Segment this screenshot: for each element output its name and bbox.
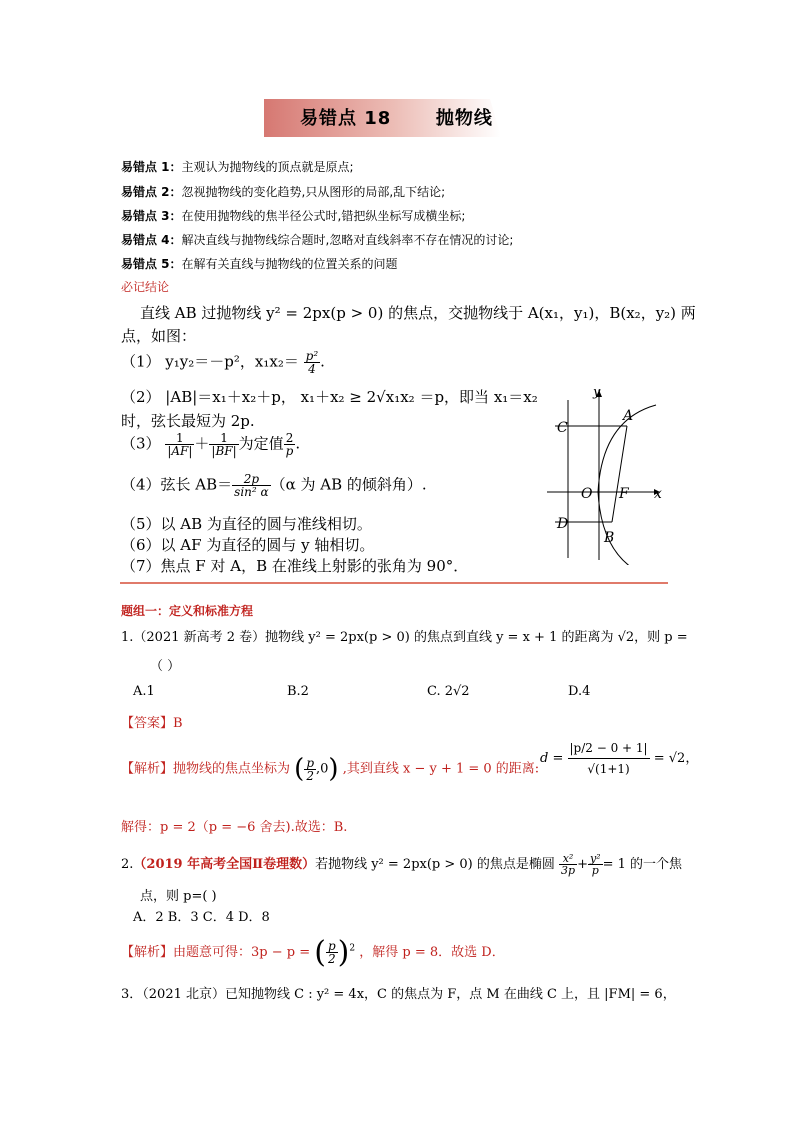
- error-point-3: 易错点 3：在使用抛物线的焦半径公式时,错把纵坐标写成横坐标;: [121, 209, 466, 223]
- q1-option-d: D.4: [568, 684, 591, 699]
- conclusion-item-3: （3） $\frac{1}{|AF|}$ ＋ $\frac{1}{|BF|}$ 为定值 $\frac{2}{p}$ .: [121, 431, 301, 458]
- conclusion-item-2-cont: 时，弦长最短为 2p.: [121, 412, 255, 430]
- chord-ab: [612, 426, 627, 522]
- label-o: O: [581, 486, 593, 502]
- page-title-topic: 抛物线: [435, 108, 493, 129]
- q1-option-b: B.2: [287, 684, 309, 699]
- q2-options: A．2 B．3 C．4 D．8: [133, 910, 270, 925]
- q1-option-c: C. 2√2: [427, 684, 470, 699]
- q1-answer: 【答案】B: [121, 716, 183, 731]
- q2-stem: 2.（2019 年高考全国Ⅱ卷理数）若抛物线 y² = 2px(p > 0) 的焦点是椭圆 $\frac{\text{x²}}{3p}$ + $\frac{\text{y²}}{p}$ = 1 的一个焦: [121, 852, 683, 877]
- q2-analysis: 【解析】由题意可得：3p − p = ( $\frac{p}{2}$ )$^2$ ，解得 p = 8．故选 D．: [121, 935, 505, 970]
- group1-heading: 题组一：定义和标准方程: [121, 604, 254, 618]
- label-f: F: [619, 486, 629, 502]
- label-x: x: [654, 486, 662, 502]
- conclusion-item-6: （6）以 AF 为直径的圆与 y 轴相切。: [121, 536, 375, 554]
- q3-stem: 3．（2021 北京）已知抛物线 C : y² = 4x，C 的焦点为 F，点 M 在曲线 C 上，且 |FM| = 6，: [121, 987, 676, 1002]
- conclusion-item-1: （1） y₁y₂＝－p²，x₁x₂＝ $\frac{\text{p²}}{4}$ .: [121, 349, 325, 376]
- conclusion-item-4: （4）弦长 AB＝ $\frac{2p}{\text{sin² α}}$ （α 为 AB 的倾斜角）.: [121, 472, 427, 499]
- q2-stem-cont: 点，则 p=( ): [140, 889, 217, 904]
- page-title: [300, 104, 493, 130]
- error-point-5: 易错点 5：在解有关直线与抛物线的位置关系的问题: [121, 257, 398, 271]
- q1-option-a: A.1: [133, 684, 155, 699]
- q1-stem: 1.（2021 新高考 2 卷）抛物线 y² = 2px(p > 0) 的焦点到直线 y = x + 1 的距离为 √2，则 p =: [121, 630, 688, 645]
- section-divider: [120, 582, 668, 584]
- conclusion-heading: 必记结论: [121, 280, 170, 294]
- conclusion-intro-line2: 点，如图：: [121, 327, 197, 345]
- label-b: B: [604, 530, 615, 546]
- q1-solution: 解得：p = 2（p = −6 舍去).故选：B.: [121, 820, 348, 835]
- error-point-1: 易错点 1：主观认为抛物线的顶点就是原点;: [121, 160, 354, 174]
- conclusion-intro-line1: 直线 AB 过抛物线 y² = 2px(p > 0) 的焦点，交抛物线于 A(x₁，y₁)，B(x₂，y₂) 两: [140, 304, 696, 322]
- error-point-2: 易错点 2：忽视抛物线的变化趋势,只从图形的局部,乱下结论;: [121, 185, 446, 199]
- conclusion-item-5: （5）以 AB 为直径的圆与准线相切。: [121, 515, 372, 533]
- parabola-diagram: [540, 380, 670, 565]
- conclusion-item-7: （7）焦点 F 对 A，B 在准线上射影的张角为 90°．: [121, 557, 469, 575]
- error-point-4: 易错点 4：解决直线与抛物线综合题时,忽略对直线斜率不存在情况的讨论;: [121, 233, 514, 247]
- label-y: y: [593, 385, 601, 400]
- q1-distance-formula: d = $\frac{|p/2 - 0 + 1|}{√(1+1)}$ = √2，: [540, 741, 699, 776]
- label-a: A: [623, 408, 634, 424]
- label-c: C: [557, 420, 568, 436]
- label-d: D: [557, 516, 569, 532]
- q1-paren: （ ）: [150, 659, 181, 674]
- q1-analysis: 【解析】抛物线的焦点坐标为 ( $\frac{p}{2}$ ,0) ,其到直线 x − y + 1 = 0 的距离:: [121, 754, 540, 784]
- page-title-number: 易错点 18: [300, 108, 392, 129]
- conclusion-item-2: （2） |AB|＝x₁＋x₂＋p， x₁＋x₂ ≥ 2√x₁x₂ ＝p，即当 x₁＝x₂: [121, 388, 538, 406]
